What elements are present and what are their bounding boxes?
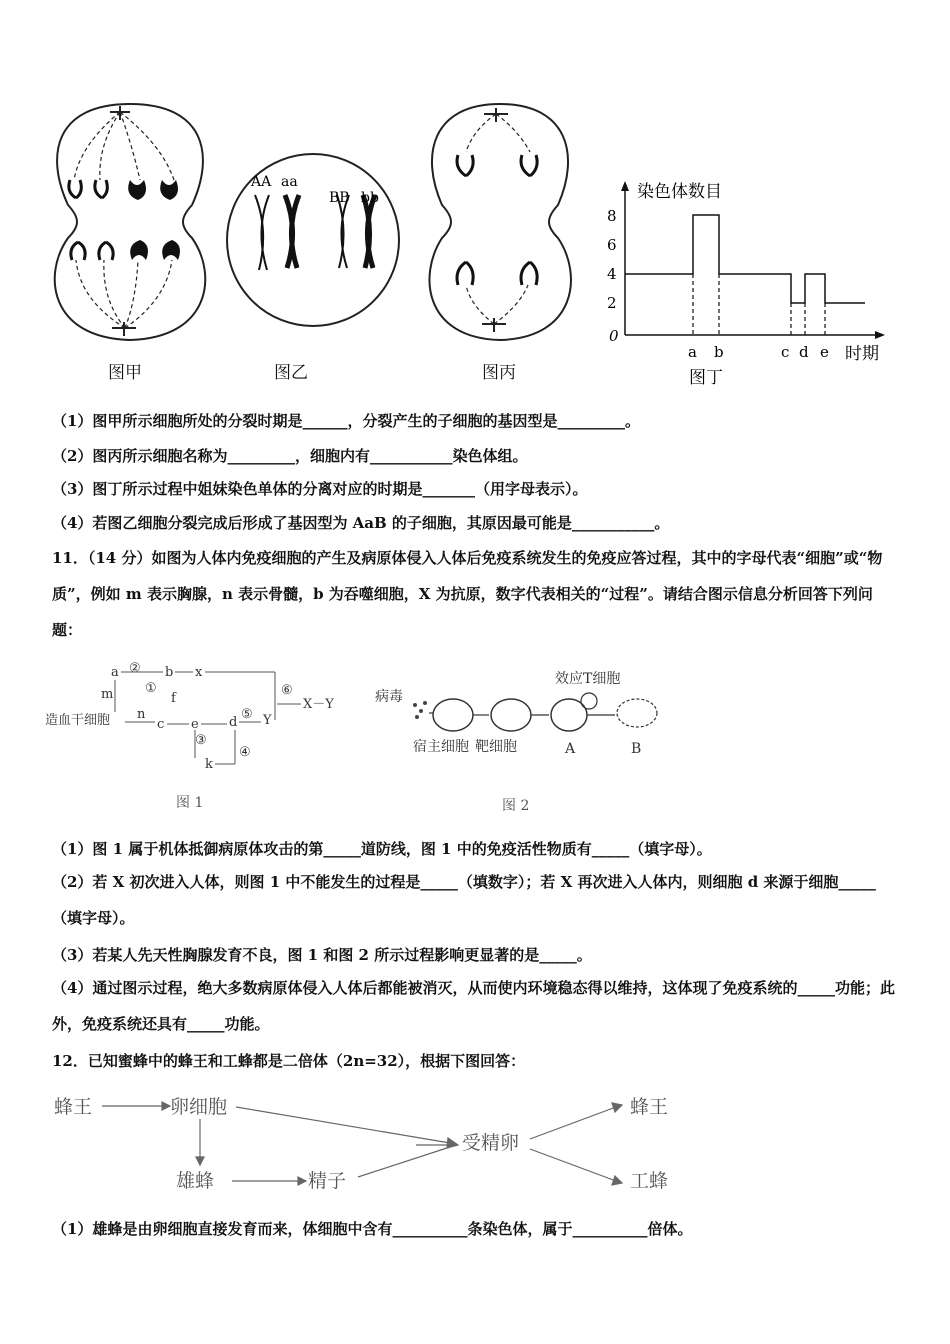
q11-part3: （3）若某人先天性胸腺发育不良，图 1 和图 2 所示过程影响更显著的是_____。 bbox=[52, 946, 592, 964]
label-bb: bb bbox=[361, 190, 379, 206]
fig1-e: e bbox=[191, 717, 199, 732]
fig1-c1: c bbox=[157, 717, 165, 732]
xtick-c: c bbox=[781, 343, 790, 361]
fig2-effector: 效应T细胞 bbox=[555, 671, 621, 687]
fig1-c1-circle: ① bbox=[145, 681, 157, 696]
chart-line bbox=[625, 215, 865, 303]
q12-egg: 卵细胞 bbox=[170, 1096, 228, 1118]
q11-part1: （1）图 1 属于机体抵御病原体攻击的第_____道防线，图 1 中的免疫活性物质有_____（填字母）。 bbox=[52, 840, 712, 858]
fig1-c3: ③ bbox=[195, 733, 207, 748]
q12-drone: 雄蜂 bbox=[176, 1170, 215, 1192]
fig2-virus: 病毒 bbox=[375, 689, 403, 705]
q10-part3: （3）图丁所示过程中姐妹染色单体的分离对应的时期是_______（用字母表示）。 bbox=[52, 480, 588, 498]
q10-part4: （4）若图乙细胞分裂完成后形成了基因型为 AaB 的子细胞，其原因最可能是___________。 bbox=[52, 514, 670, 532]
q12-stem: 12．已知蜜蜂中的蜂王和工蜂都是二倍体（2n=32），根据下图回答： bbox=[52, 1052, 526, 1070]
ytick-0: 0 bbox=[609, 327, 619, 345]
fig1-c5: ⑤ bbox=[241, 707, 253, 722]
fig1-hsc: 造血干细胞 bbox=[45, 713, 111, 728]
xtick-a: a bbox=[688, 343, 697, 361]
xtick-b: b bbox=[714, 343, 724, 361]
q12-queen: 蜂王 bbox=[54, 1096, 93, 1118]
fig1-XY: X－Y bbox=[303, 697, 334, 712]
caption-bing: 图丙 bbox=[482, 363, 516, 383]
ytick-6: 6 bbox=[607, 236, 617, 254]
q11-part2: （2）若 X 初次进入人体，则图 1 中不能发生的过程是_____（填数字）；若 X 再次进入人体内，则细胞 d 来源于细胞_____（填字母）。 bbox=[52, 873, 876, 927]
figure-jia bbox=[40, 100, 220, 350]
caption-jia: 图甲 bbox=[108, 363, 142, 383]
q12-diagram bbox=[50, 1085, 690, 1200]
figure-ding-chart bbox=[595, 175, 895, 390]
ytick-2: 2 bbox=[607, 294, 617, 312]
q12-worker: 工蜂 bbox=[630, 1170, 669, 1192]
label-AA: AA bbox=[251, 174, 272, 190]
chart-xlabel: 时期 bbox=[845, 344, 879, 364]
q12-sperm: 精子 bbox=[308, 1170, 347, 1192]
fig1-k: k bbox=[205, 757, 213, 772]
chart-ylabel: 染色体数目 bbox=[637, 182, 722, 202]
figure-bing bbox=[418, 100, 583, 350]
fig1-c2: ② bbox=[129, 661, 141, 676]
fig2-host: 宿主细胞 bbox=[413, 739, 469, 755]
fig2-target: 靶细胞 bbox=[475, 739, 517, 755]
ytick-4: 4 bbox=[607, 265, 617, 283]
q12-queen-out: 蜂王 bbox=[630, 1096, 669, 1118]
q11-figure-2 bbox=[375, 665, 675, 765]
fig1-b: b bbox=[165, 665, 174, 680]
fig2-A: A bbox=[565, 741, 576, 757]
q10-part1: （1）图甲所示细胞所处的分裂时期是______，分裂产生的子细胞的基因型是_________。 bbox=[52, 412, 640, 430]
caption-yi: 图乙 bbox=[274, 363, 308, 383]
fig1-n: n bbox=[137, 707, 146, 722]
q12-part1: （1）雄蜂是由卵细胞直接发育而来，体细胞中含有__________条染色体，属于__________倍体。 bbox=[52, 1220, 693, 1238]
figure-yi bbox=[225, 150, 405, 330]
xtick-d: d bbox=[799, 343, 809, 361]
fig1-c6: ⑥ bbox=[281, 683, 293, 698]
q10-part2: （2）图丙所示细胞名称为_________，细胞内有___________染色体组。 bbox=[52, 447, 528, 465]
caption-ding: 图丁 bbox=[689, 368, 723, 388]
q11-figure-1 bbox=[45, 660, 345, 810]
q11-fig2-caption: 图 2 bbox=[502, 798, 530, 814]
xtick-e: e bbox=[820, 343, 829, 361]
fig1-x: x bbox=[195, 665, 203, 680]
label-BB: BB bbox=[329, 190, 350, 206]
fig1-d: d bbox=[229, 715, 238, 730]
fig1-m: m bbox=[101, 687, 114, 702]
q12-zygote: 受精卵 bbox=[462, 1132, 520, 1154]
fig2-B: B bbox=[631, 741, 642, 757]
fig1-a: a bbox=[111, 665, 119, 680]
fig1-Y: Y bbox=[263, 713, 272, 728]
fig1-f: f bbox=[171, 691, 176, 706]
fig1-c4: ④ bbox=[239, 745, 251, 760]
q11-fig1-caption: 图 1 bbox=[176, 795, 204, 811]
ytick-8: 8 bbox=[607, 207, 617, 225]
q11-stem: 11．（14 分）如图为人体内免疫细胞的产生及病原体侵入人体后免疫系统发生的免疫应答过程，其中的字母代表“细胞”或“物质”，例如 m 表示胸腺，n 表示骨髓，b 为吞噬细胞，X 为抗原，数字代表相关的“过程”。请结合图示信息分析回答下列问题： bbox=[52, 549, 883, 639]
q11-part4: （4）通过图示过程，绝大多数病原体侵入人体后都能被消灭，从而使内环境稳态得以维持，这体现了免疫系统的_____功能；此外，免疫系统还具有_____功能。 bbox=[52, 979, 895, 1033]
label-aa: aa bbox=[281, 174, 298, 190]
